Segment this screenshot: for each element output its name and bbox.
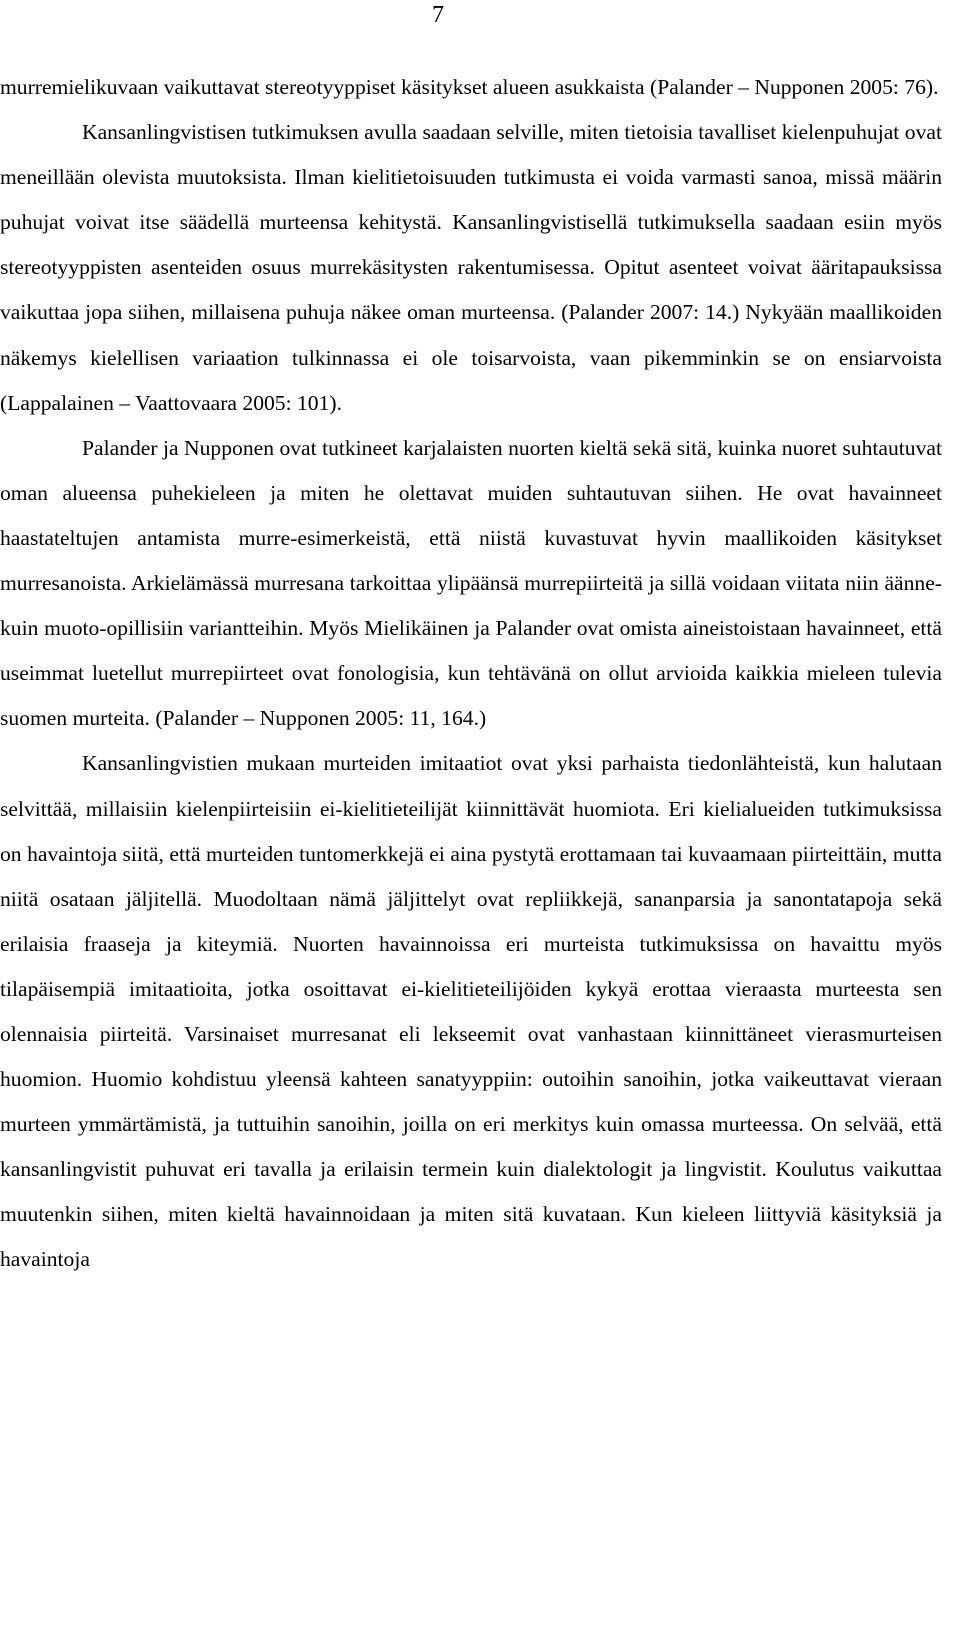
paragraph-imitations: Kansanlingvistien mukaan murteiden imitaatiot ovat yksi parhaista tiedonlähteistä, kun halutaan selvittää, millaisiin kielenpiirteisiin ei-kielitieteilijät kiinnittävät huomiota. Eri kielialueiden tutkimuksissa on havaintoja siitä, että murteiden tuntomerkkejä ei aina pystytä erottamaan tai kuvaamaan piirteittäin, mutta niitä osataan jäljitellä. Muodoltaan nämä jäljittelyt ovat repliikkejä, sananparsia ja sanontatapoja sekä erilaisia fraaseja ja kiteymiä. Nuorten havainnoissa eri murteista tutkimuksissa on havaittu myös tilapäisempiä imitaatioita, jotka osoittavat ei-kielitieteilijöiden kykyä erottaa vieraasta murteesta sen olennaisia piirteitä. Varsinaiset murresanat eli lekseemit ovat vanhastaan kiinnittäneet vierasmurteisen huomion. Huomio kohdistuu yleensä kahteen sanatyyppiin: outoihin sanoihin, jotka vaikeuttavat vieraan murteen ymmärtämistä, ja tuttuihin sanoihin, joilla on eri merkitys kuin omassa murteessa. On selvää, että kansanlingvistit puhuvat eri tavalla ja erilaisin termein kuin dialektologit ja lingvistit. Koulutus vaikuttaa muutenkin siihen, miten kieltä havainnoidaan ja miten sitä kuvataan. Kun kieleen liittyviä käsityksiä ja havaintoja [0, 751, 942, 1272]
body-text [0, 65, 942, 1283]
paragraph-folk-linguistics: Kansanlingvistisen tutkimuksen avulla saadaan selville, miten tietoisia tavalliset kielenpuhujat ovat meneillään olevista muutoksista. Ilman kielitietoisuuden tutkimusta ei voida varmasti sanoa, missä määrin puhujat voivat itse säädellä murteensa kehitystä. Kansanlingvistisellä tutkimuksella saadaan esiin myös stereotyyppisten asenteiden osuus murrekäsitysten rakentumisessa. Opitut asenteet voivat ääritapauksissa vaikuttaa jopa siihen, millaisena puhuja näkee oman murteensa. (Palander 2007: 14.) Nykyään maallikoiden näkemys kielellisen variaation tulkinnassa ei ole toisarvoista, vaan pikemminkin se on ensiarvoista (Lappalainen – Vaattovaara 2005: 101). [0, 120, 942, 415]
paragraph-continuation: murremielikuvaan vaikuttavat stereotyyppiset käsitykset alueen asukkaista (Palander – Nupponen 2005: 76). [0, 75, 939, 99]
page-number: 7 [432, 2, 444, 28]
paragraph-palander-nupponen: Palander ja Nupponen ovat tutkineet karjalaisten nuorten kieltä sekä sitä, kuinka nuoret suhtautuvat oman alueensa puhekieleen ja miten he olettavat muiden suhtautuvan siihen. He ovat havainneet haastateltujen antamista murre-esimerkeistä, että niistä kuvastuvat hyvin maallikoiden käsitykset murresanoista. Arkielämässä murresana tarkoittaa ylipäänsä murrepiirteitä ja sillä voidaan viitata niin äänne- kuin muoto-opillisiin variantteihin. Myös Mielikäinen ja Palander ovat omista aineistoistaan havainneet, että useimmat luetellut murrepiirteet ovat fonologisia, kun tehtävänä on ollut arvioida kaikkia mieleen tulevia suomen murteita. (Palander – Nupponen 2005: 11, 164.) [0, 435, 942, 731]
